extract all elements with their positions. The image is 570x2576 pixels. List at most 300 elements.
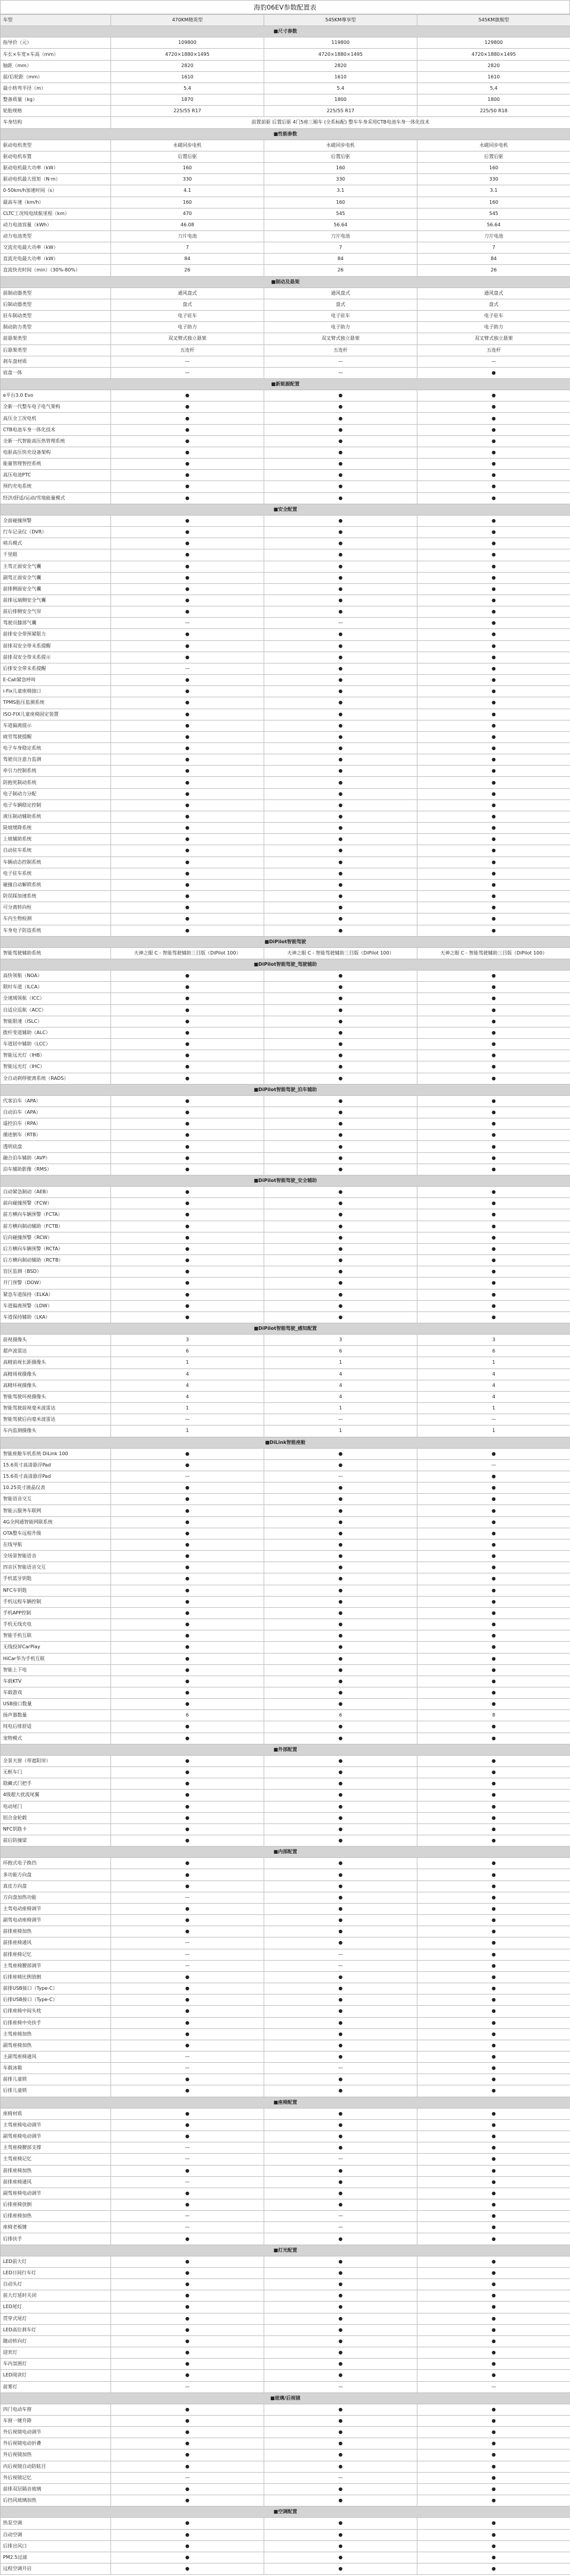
spec-value: ●: [417, 1926, 570, 1937]
spec-label: CTB电池车身一体化技术: [1, 424, 111, 435]
spec-value: ●: [417, 2051, 570, 2062]
spec-value: ●: [111, 2108, 264, 2119]
spec-value: ●: [417, 1311, 570, 1323]
spec-value: ●: [417, 675, 570, 686]
section-header: [1, 1847, 570, 1858]
spec-row: [1, 2370, 570, 2381]
spec-label: 开门预警（DOW）: [1, 1278, 111, 1289]
spec-row: [1, 208, 570, 219]
spec-value: ●: [417, 1004, 570, 1016]
spec-label: 前排座椅通风: [1, 1937, 111, 1949]
spec-value: ●: [111, 1823, 264, 1835]
spec-value: ●: [417, 1539, 570, 1550]
spec-value: ●: [264, 2540, 417, 2552]
spec-label: 后制动器类型: [1, 299, 111, 310]
spec-value: 4720×1880×1495: [111, 49, 264, 60]
spec-row: [1, 1311, 570, 1323]
spec-value: ●: [111, 2529, 264, 2540]
spec-value: ●: [417, 1687, 570, 1698]
spec-row: [1, 845, 570, 856]
spec-value: ●: [264, 743, 417, 754]
spec-label: 副驾正面安全气囊: [1, 572, 111, 583]
spec-value: ●: [417, 1164, 570, 1175]
spec-value: ●: [417, 2370, 570, 2381]
spec-row: [1, 583, 570, 595]
spec-label: 循迹倒车（RTB）: [1, 1130, 111, 1141]
spec-value: ●: [111, 2267, 264, 2278]
spec-label: 防抱死制动系统: [1, 777, 111, 788]
spec-value: —: [111, 2142, 264, 2154]
spec-value: ●: [417, 435, 570, 447]
section-title: ■新能源配置: [1, 379, 570, 390]
spec-value: ●: [417, 1118, 570, 1130]
model-name: 545KM旗舰型: [417, 15, 570, 26]
spec-label: 代客泊车（APA）: [1, 1095, 111, 1107]
spec-value: ●: [417, 823, 570, 834]
spec-label: 遥控泊车（RPA）: [1, 1118, 111, 1130]
spec-row: [1, 879, 570, 890]
spec-label: 车窗一键升降: [1, 2415, 111, 2426]
spec-value: ●: [111, 652, 264, 663]
spec-value: ●: [111, 527, 264, 538]
spec-row: [1, 424, 570, 435]
spec-row: [1, 2335, 570, 2347]
spec-value: ●: [417, 1243, 570, 1254]
spec-value: ●: [417, 640, 570, 652]
spec-value: ●: [111, 2199, 264, 2211]
spec-value: ●: [264, 2085, 417, 2097]
spec-value: ●: [111, 1243, 264, 1254]
spec-label: 泊车辅助影像（RMS）: [1, 1164, 111, 1175]
spec-value: ●: [111, 777, 264, 788]
spec-row: [1, 1699, 570, 1710]
spec-value: —: [111, 1414, 264, 1426]
spec-value: ●: [111, 1004, 264, 1016]
spec-value: ●: [111, 1483, 264, 1494]
spec-value: 4: [264, 1368, 417, 1380]
spec-value: ●: [417, 2359, 570, 2370]
spec-value: ●: [417, 1995, 570, 2006]
spec-value: ●: [264, 629, 417, 640]
spec-value: ●: [111, 2552, 264, 2563]
spec-value: ●: [111, 868, 264, 879]
spec-value: ●: [111, 1551, 264, 1562]
spec-value: ●: [264, 640, 417, 652]
spec-label: NFC车钥匙: [1, 1585, 111, 1596]
section-header: [1, 1437, 570, 1448]
spec-row: [1, 2108, 570, 2119]
spec-value: ●: [264, 492, 417, 504]
spec-value: ●: [111, 1118, 264, 1130]
spec-row: [1, 1130, 570, 1141]
spec-label: 前后排侧安全气帘: [1, 606, 111, 618]
spec-value: ●: [111, 982, 264, 993]
spec-value: —: [111, 356, 264, 367]
section-title: ■DiLink智能座舱: [1, 1437, 570, 1448]
spec-value: ●: [111, 402, 264, 413]
spec-value: ●: [264, 1699, 417, 1710]
spec-value: ●: [264, 1187, 417, 1198]
spec-value: ●: [264, 527, 417, 538]
spec-label: 车载游戏: [1, 1687, 111, 1698]
spec-row: [1, 971, 570, 982]
spec-row: [1, 1061, 570, 1073]
spec-label: 轮胎规格: [1, 106, 111, 117]
section-header: [1, 936, 570, 947]
spec-value: ●: [264, 1152, 417, 1164]
spec-value: ●: [417, 515, 570, 526]
spec-value: 84: [264, 254, 417, 265]
spec-label: CLTC工况纯电续航里程（km）: [1, 208, 111, 219]
spec-value: ●: [111, 2313, 264, 2324]
spec-row: [1, 1266, 570, 1278]
spec-value: 119800: [264, 37, 417, 49]
spec-value: ●: [417, 1721, 570, 1733]
spec-value: ●: [417, 1221, 570, 1232]
spec-value: ●: [264, 686, 417, 697]
spec-value: ●: [264, 1835, 417, 1847]
spec-value: ●: [417, 1130, 570, 1141]
spec-value: ●: [111, 1289, 264, 1300]
spec-value: 天神之眼 C - 智能驾驶辅助三目版（DiPilot 100）: [417, 947, 570, 959]
spec-label: 后挡风玻璃加热: [1, 2495, 111, 2507]
spec-label: LED阅读灯: [1, 2370, 111, 2381]
spec-value: —: [111, 367, 264, 378]
spec-row: [1, 322, 570, 333]
spec-value: ●: [264, 2142, 417, 2154]
spec-row: [1, 447, 570, 458]
spec-value: ●: [111, 2279, 264, 2290]
spec-label: 陡坡缓降系统: [1, 823, 111, 834]
spec-label: 副驾座椅电动调节: [1, 2188, 111, 2199]
spec-value: ●: [264, 2051, 417, 2062]
spec-value: ●: [111, 2188, 264, 2199]
spec-value: ●: [264, 1232, 417, 1243]
spec-label: 直流快充时间（min）（30%-80%）: [1, 265, 111, 276]
spec-value: ●: [417, 2472, 570, 2483]
spec-value: ●: [111, 2028, 264, 2040]
spec-row: [1, 1380, 570, 1391]
spec-value: ●: [111, 2518, 264, 2529]
spec-value: ●: [111, 2302, 264, 2313]
spec-value: ●: [264, 1050, 417, 1061]
spec-row: [1, 1676, 570, 1687]
spec-label: 前排安全带预紧限力: [1, 629, 111, 640]
spec-row: [1, 117, 570, 128]
spec-label: LED日间行车灯: [1, 2267, 111, 2278]
spec-label: 主驾座椅腰部支撑: [1, 2142, 111, 2154]
spec-value: 5.4: [264, 83, 417, 94]
spec-row: [1, 515, 570, 526]
spec-value: ●: [417, 1095, 570, 1107]
spec-value: —: [111, 2176, 264, 2188]
spec-row: [1, 1778, 570, 1790]
spec-value: 永磁同步电机: [111, 140, 264, 151]
spec-row: [1, 811, 570, 822]
spec-label: 智能限速（ISLC）: [1, 1016, 111, 1027]
spec-value: 1: [111, 1357, 264, 1368]
spec-value: ●: [111, 1539, 264, 1550]
spec-value: 后置后驱: [264, 151, 417, 162]
spec-row: [1, 561, 570, 572]
spec-value: 通风盘式: [264, 287, 417, 299]
spec-label: 液压制动辅助系统: [1, 811, 111, 822]
spec-row: [1, 219, 570, 230]
spec-value: ●: [264, 2335, 417, 2347]
spec-value: ●: [111, 2461, 264, 2472]
spec-label: 高精前视长距摄像头: [1, 1357, 111, 1368]
spec-row: [1, 2267, 570, 2278]
spec-value: ●: [417, 481, 570, 492]
spec-value: ●: [264, 595, 417, 606]
spec-label: 多功能方向盘: [1, 1869, 111, 1880]
spec-value: ●: [111, 1300, 264, 1311]
spec-label: NFC钥匙卡: [1, 1823, 111, 1835]
spec-value: 1: [264, 1357, 417, 1368]
spec-label: 主驾座椅加热: [1, 2028, 111, 2040]
spec-value: ●: [264, 515, 417, 526]
spec-value: 电子助力: [417, 322, 570, 333]
spec-row: [1, 1801, 570, 1812]
spec-label: 透明底盘: [1, 1141, 111, 1152]
spec-value: ●: [111, 2119, 264, 2131]
spec-label: 上坡辅助系统: [1, 834, 111, 845]
spec-label: 驻车制动类型: [1, 311, 111, 322]
spec-label: 方向盘加热功能: [1, 1892, 111, 1903]
section-title: ■性能参数: [1, 128, 570, 140]
spec-value: ●: [264, 2415, 417, 2426]
spec-row: [1, 1619, 570, 1630]
section-title: ■外部配置: [1, 1744, 570, 1755]
spec-label: 座椅材质: [1, 2108, 111, 2119]
spec-label: 后排座椅比例放倒: [1, 1971, 111, 1983]
spec-value: ●: [264, 2176, 417, 2188]
spec-value: ●: [417, 1551, 570, 1562]
spec-row: [1, 1198, 570, 1209]
spec-label: 车身电子防盗系统: [1, 925, 111, 936]
spec-value: 盘式: [264, 299, 417, 310]
spec-label: 后排安全带未系提醒: [1, 663, 111, 674]
spec-label: 前制动器类型: [1, 287, 111, 299]
spec-value: —: [111, 1960, 264, 1971]
spec-value: ●: [264, 2483, 417, 2495]
spec-value: 刀片电池: [111, 230, 264, 242]
spec-row: [1, 1790, 570, 1801]
spec-value: ●: [417, 413, 570, 424]
spec-value: ●: [264, 1823, 417, 1835]
spec-value: ●: [264, 2165, 417, 2176]
spec-label: 车辆动态控制系统: [1, 856, 111, 868]
spec-label: 手机无线充电: [1, 1619, 111, 1630]
spec-label: 智能云服务车联网: [1, 1505, 111, 1516]
spec-value: —: [111, 2051, 264, 2062]
spec-row: [1, 834, 570, 845]
spec-value: 五连杆: [417, 344, 570, 356]
spec-value: ●: [264, 1767, 417, 1778]
spec-value: ●: [264, 390, 417, 402]
spec-label: 全新一代整车电子电气架构: [1, 402, 111, 413]
spec-value: ●: [417, 1642, 570, 1653]
spec-value: ●: [264, 2279, 417, 2290]
spec-value: ●: [111, 1858, 264, 1869]
spec-value: 545: [417, 208, 570, 219]
spec-row: [1, 2324, 570, 2335]
spec-value: ●: [264, 1801, 417, 1812]
section-header: [1, 128, 570, 140]
spec-value: ●: [111, 1209, 264, 1221]
spec-label: 驱动电机类型: [1, 140, 111, 151]
spec-value: 1610: [264, 71, 417, 83]
spec-row: [1, 1869, 570, 1880]
spec-value: ●: [264, 811, 417, 822]
spec-value: ●: [111, 1448, 264, 1459]
spec-value: ●: [264, 891, 417, 902]
spec-value: ●: [264, 868, 417, 879]
spec-value: ●: [111, 1995, 264, 2006]
spec-value: ●: [111, 2415, 264, 2426]
spec-label: 电子车身稳定系统: [1, 743, 111, 754]
spec-value: ●: [111, 1630, 264, 1642]
spec-value: ●: [264, 1892, 417, 1903]
spec-value: ●: [417, 2142, 570, 2154]
spec-row: [1, 1118, 570, 1130]
spec-value: —: [264, 2211, 417, 2222]
spec-label: 电子制动力分配: [1, 788, 111, 799]
spec-label: 随动转向灯: [1, 2335, 111, 2347]
spec-value: ●: [264, 766, 417, 777]
spec-row: [1, 629, 570, 640]
spec-label: 牵引力控制系统: [1, 766, 111, 777]
spec-value: ●: [111, 754, 264, 766]
spec-value: 160: [264, 197, 417, 208]
spec-value: ●: [264, 1095, 417, 1107]
spec-value: ●: [417, 1027, 570, 1038]
spec-value: 84: [111, 254, 264, 265]
spec-value: ●: [111, 1278, 264, 1289]
spec-value: ●: [264, 1311, 417, 1323]
spec-row: [1, 2199, 570, 2211]
spec-label: 智能驾驶辅助系统: [1, 947, 111, 959]
spec-label: 前排儿童锁: [1, 2074, 111, 2085]
spec-label: 隐藏式门把手: [1, 1778, 111, 1790]
spec-row: [1, 788, 570, 799]
spec-label: 后向碰撞预警（RCW）: [1, 1232, 111, 1243]
spec-value: ●: [264, 1243, 417, 1254]
spec-value: 225/50 R18: [417, 106, 570, 117]
spec-label: 外后视镜记忆: [1, 2472, 111, 2483]
spec-value: ●: [264, 2267, 417, 2278]
spec-row: [1, 618, 570, 629]
spec-value: ●: [417, 367, 570, 378]
spec-value: ●: [111, 2335, 264, 2347]
spec-value: 电子驻车: [264, 311, 417, 322]
spec-value: ●: [111, 2438, 264, 2449]
spec-value: ●: [264, 1459, 417, 1471]
spec-value: 电子助力: [111, 322, 264, 333]
spec-row: [1, 185, 570, 197]
spec-value: ●: [264, 720, 417, 731]
spec-value: ●: [111, 766, 264, 777]
spec-row: [1, 1960, 570, 1971]
spec-value: ●: [111, 629, 264, 640]
spec-label: 后方横向车辆预警（RCTA）: [1, 1243, 111, 1254]
spec-label: 前悬架类型: [1, 333, 111, 344]
spec-label: 直流充电最大功率（kW）: [1, 254, 111, 265]
spec-value: ●: [111, 1050, 264, 1061]
spec-value: ●: [417, 1505, 570, 1516]
spec-row: [1, 2142, 570, 2154]
spec-value: ●: [417, 1187, 570, 1198]
section-title: ■安全配置: [1, 504, 570, 515]
spec-value: ●: [264, 1061, 417, 1073]
spec-label: 内后视镜自动防眩目: [1, 2461, 111, 2472]
spec-value: ●: [264, 709, 417, 720]
spec-value: 1800: [264, 94, 417, 106]
spec-label: 车道保持辅助（LKA）: [1, 1311, 111, 1323]
spec-value: ●: [417, 2108, 570, 2119]
spec-row: [1, 1471, 570, 1483]
spec-value: ●: [111, 1721, 264, 1733]
spec-value: ●: [264, 1255, 417, 1266]
spec-row: [1, 1278, 570, 1289]
spec-value: ●: [264, 1539, 417, 1550]
spec-value: ●: [111, 561, 264, 572]
spec-value: ●: [264, 459, 417, 470]
spec-label: 车载冰箱: [1, 2063, 111, 2074]
spec-label: 智能驾驶后向毫米波雷达: [1, 1414, 111, 1426]
spec-value: ●: [264, 754, 417, 766]
spec-label: 电动尾门: [1, 1801, 111, 1812]
spec-label: 贯穿式尾灯: [1, 2313, 111, 2324]
spec-value: ●: [111, 1755, 264, 1766]
spec-value: ●: [264, 2449, 417, 2461]
spec-label: 后排儿童锁: [1, 2085, 111, 2097]
spec-row: [1, 1187, 570, 1198]
spec-value: ●: [417, 1699, 570, 1710]
spec-value: ●: [417, 1664, 570, 1676]
spec-row: [1, 2438, 570, 2449]
spec-value: ●: [264, 1516, 417, 1528]
spec-label: 车身结构: [1, 117, 111, 128]
spec-row: [1, 60, 570, 71]
spec-value: 4: [417, 1391, 570, 1402]
spec-row: [1, 1095, 570, 1107]
spec-row: [1, 1073, 570, 1084]
spec-row: [1, 1539, 570, 1550]
spec-row: [1, 140, 570, 151]
spec-label: 高精环视摄像头: [1, 1380, 111, 1391]
spec-row: [1, 925, 570, 936]
spec-value: ●: [264, 1266, 417, 1278]
spec-value: ●: [417, 402, 570, 413]
spec-value: ●: [111, 1016, 264, 1027]
spec-row: [1, 1585, 570, 1596]
spec-value: ●: [417, 1892, 570, 1903]
spec-label: 全新一代智能高压热管理系统: [1, 435, 111, 447]
spec-value: ●: [111, 902, 264, 914]
spec-row: [1, 2404, 570, 2415]
spec-value: ●: [417, 709, 570, 720]
spec-row: [1, 731, 570, 742]
spec-row: [1, 230, 570, 242]
spec-value: ●: [417, 1039, 570, 1050]
spec-value: —: [264, 2472, 417, 2483]
spec-row: [1, 1516, 570, 1528]
spec-value: ●: [111, 2483, 264, 2495]
spec-value: 1: [417, 1426, 570, 1437]
spec-value: ●: [264, 845, 417, 856]
section-title: ■尺寸参数: [1, 26, 570, 37]
